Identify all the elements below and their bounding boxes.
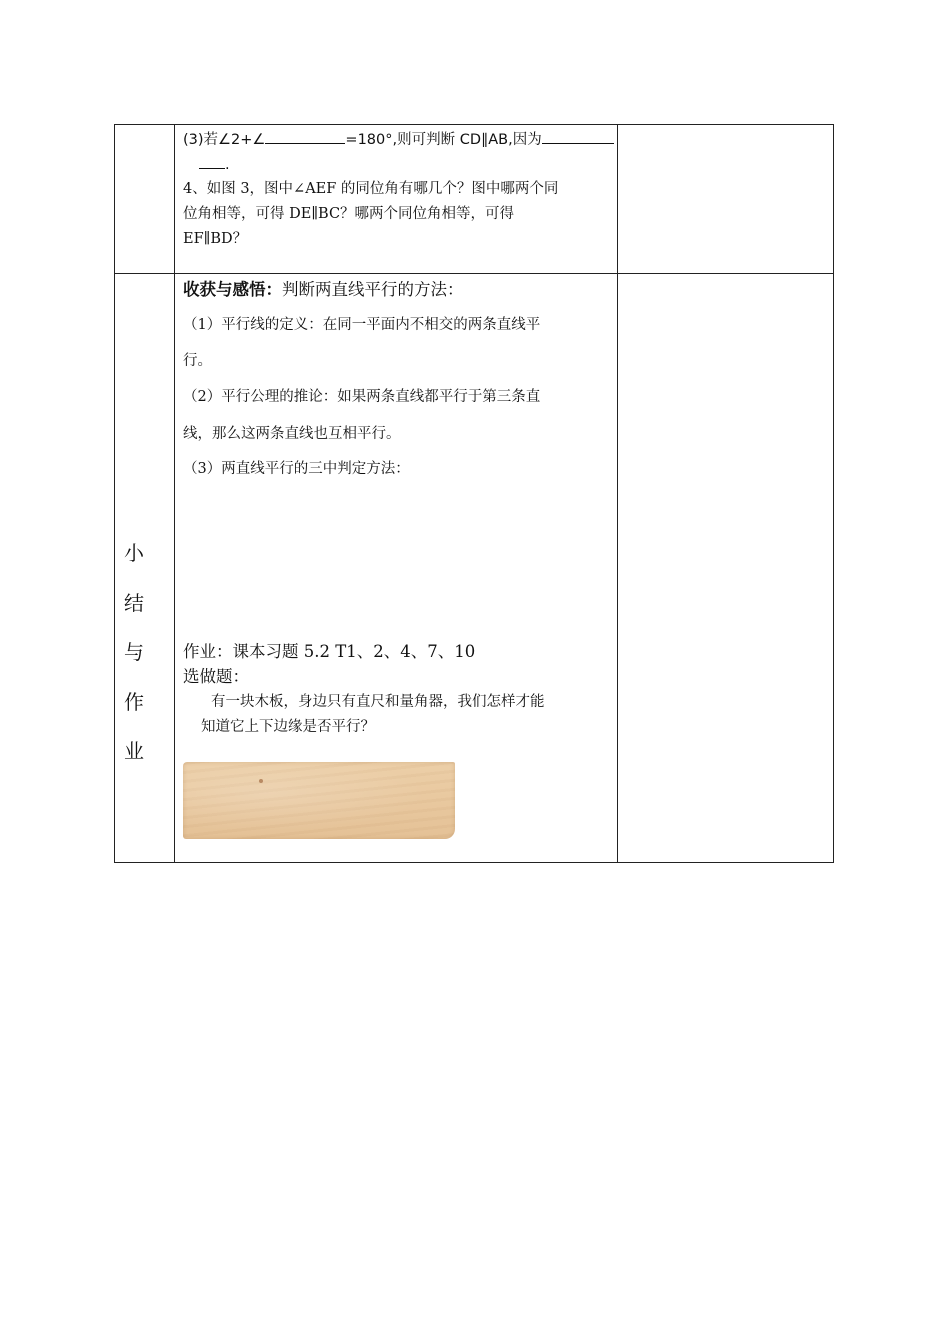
row-divider: [114, 273, 834, 274]
table-left-border: [114, 124, 115, 863]
section-label-char-2: 结: [124, 591, 144, 615]
answer-blank-2-cont[interactable]: [199, 154, 225, 169]
wood-knot: [259, 779, 263, 783]
question-3-part-b: =180°,则可判断 CD∥AB,因为: [345, 132, 542, 148]
table-bottom-border: [114, 862, 834, 863]
question-4-line-3: EF∥BD？: [183, 231, 248, 247]
question-4-line-2: 位角相等，可得 DE∥BC？哪两个同位角相等，可得: [183, 206, 515, 222]
summary-heading-bold: 收获与感悟：: [183, 280, 282, 299]
question-3-period: .: [225, 157, 230, 173]
answer-blank-1[interactable]: [265, 129, 345, 144]
question-3-line: [183, 129, 614, 150]
table-top-border: [114, 124, 834, 125]
column-divider-1: [174, 124, 175, 863]
method-1-line-2: 行。: [183, 353, 212, 369]
method-2-line-2: 线，那么这两条直线也互相平行。: [183, 426, 401, 442]
summary-heading: [183, 280, 464, 300]
wooden-board-image: [183, 762, 455, 839]
method-2-line-1: （2）平行公理的推论：如果两条直线都平行于第三条直: [183, 389, 541, 405]
method-1-line-1: （1）平行线的定义：在同一平面内不相交的两条直线平: [183, 317, 541, 333]
question-4-line-1: 4、如图 3，图中∠AEF 的同位角有哪几个？图中哪两个同: [183, 181, 559, 197]
homework-line: 作业：课本习题 5.2 T1、2、4、7、10: [183, 642, 476, 661]
section-label-char-4: 作: [124, 690, 144, 714]
question-3-part-a: (3)若∠2+∠: [183, 132, 266, 148]
column-divider-2: [617, 124, 618, 863]
optional-question-line-1: 有一块木板，身边只有直尺和量角器，我们怎样才能: [211, 694, 545, 710]
question-3-continuation: [199, 154, 230, 175]
table-right-border: [833, 124, 834, 863]
section-label-char-3: 与: [124, 640, 144, 664]
answer-blank-2[interactable]: [542, 129, 614, 144]
section-label-char-1: 小: [124, 541, 144, 565]
method-3-line: （3）两直线平行的三中判定方法：: [183, 461, 410, 477]
optional-heading: 选做题：: [183, 667, 249, 686]
section-label-char-5: 业: [124, 739, 144, 763]
summary-heading-text: 判断两直线平行的方法：: [282, 280, 464, 299]
optional-question-line-2: 知道它上下边缘是否平行？: [201, 719, 375, 735]
